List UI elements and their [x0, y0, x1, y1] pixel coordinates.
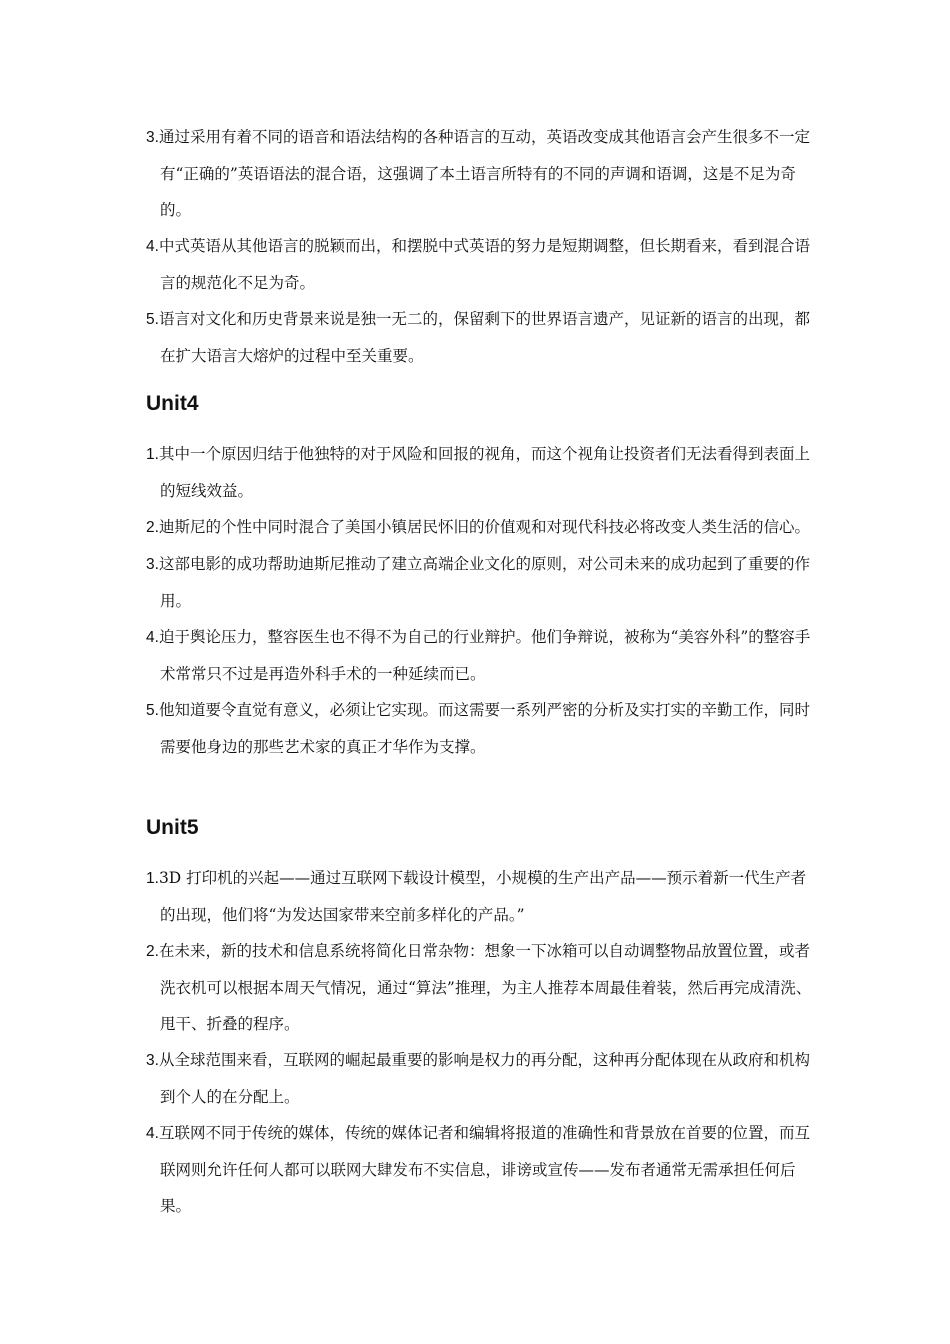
item-number: 2. [146, 519, 159, 536]
unit3-list [146, 119, 816, 374]
list-item [146, 301, 816, 374]
item-number: 3. [146, 556, 159, 573]
unit5-list [146, 860, 816, 1224]
item-text: 迫于舆论压力，整容医生也不得不为自己的行业辩护。他们争辩说，被称为“美容外科”的整容手术常常只不过是再造外科手术的一种延续而已。 [158, 628, 811, 683]
unit4-heading: Unit4 [146, 392, 199, 415]
item-number: 5. [146, 311, 159, 328]
item-number: 5. [146, 702, 159, 719]
item-text: 这部电影的成功帮助迪斯尼推动了建立高端企业文化的原则，对公司未来的成功起到了重要的作用。 [158, 555, 810, 610]
list-item [146, 228, 816, 301]
item-text: 互联网不同于传统的媒体，传统的媒体记者和编辑将报道的准确性和背景放在首要的位置，而互联网则允许任何人都可以联网大肆发布不实信息，诽谤或宣传——发布者通常无需承担任何后果。 [158, 1124, 810, 1215]
item-text: 语言对文化和历史背景来说是独一无二的，保留剩下的世界语言遗产，见证新的语言的出现，都在扩大语言大熔炉的过程中至关重要。 [158, 310, 810, 365]
item-text: 他知道要令直觉有意义，必须让它实现。而这需要一系列严密的分析及实打实的辛勤工作，同时需要他身边的那些艺术家的真正才华作为支撑。 [158, 701, 810, 756]
item-text: 中式英语从其他语言的脱颖而出，和摆脱中式英语的努力是短期调整，但长期看来，看到混合语言的规范化不足为奇。 [158, 237, 810, 292]
item-number: 3. [146, 129, 159, 146]
list-item [146, 509, 816, 546]
list-item [146, 119, 816, 228]
item-text: 从全球范围来看，互联网的崛起最重要的影响是权力的再分配，这种再分配体现在从政府和机构到个人的在分配上。 [158, 1051, 810, 1106]
list-item [146, 619, 816, 692]
list-item [146, 1042, 816, 1115]
list-item [146, 860, 816, 933]
item-text: 通过采用有着不同的语音和语法结构的各种语言的互动，英语改变成其他语言会产生很多不一定有“正确的”英语语法的混合语，这强调了本土语言所特有的不同的声调和语调，这是不足为奇的。 [158, 128, 810, 219]
unit5-heading: Unit5 [146, 816, 199, 839]
item-text: 迪斯尼的个性中同时混合了美国小镇居民怀旧的价值观和对现代科技必将改变人类生活的信心。 [158, 518, 810, 536]
item-number: 4. [146, 629, 159, 646]
list-item [146, 546, 816, 619]
list-item [146, 436, 816, 509]
item-text: 其中一个原因归结于他独特的对于风险和回报的视角，而这个视角让投资者们无法看得到表面上的短线效益。 [158, 445, 810, 500]
item-number: 4. [146, 238, 159, 255]
unit4-list [146, 436, 816, 765]
item-number: 1. [146, 446, 159, 463]
item-text: 在未来，新的技术和信息系统将简化日常杂物：想象一下冰箱可以自动调整物品放置位置，或者洗衣机可以根据本周天气情况，通过“算法”推理，为主人推荐本周最佳着装，然后再完成清洗、甩干、折叠的程序。 [158, 942, 812, 1033]
item-text: 3D 打印机的兴起——通过互联网下载设计模型，小规模的生产出产品——预示着新一代生产者的出现，他们将“为发达国家带来空前多样化的产品。” [158, 869, 807, 924]
item-number: 1. [146, 870, 159, 887]
list-item [146, 692, 816, 765]
list-item [146, 933, 816, 1042]
item-number: 2. [146, 943, 159, 960]
item-number: 4. [146, 1125, 159, 1142]
list-item [146, 1115, 816, 1224]
item-number: 3. [146, 1052, 159, 1069]
